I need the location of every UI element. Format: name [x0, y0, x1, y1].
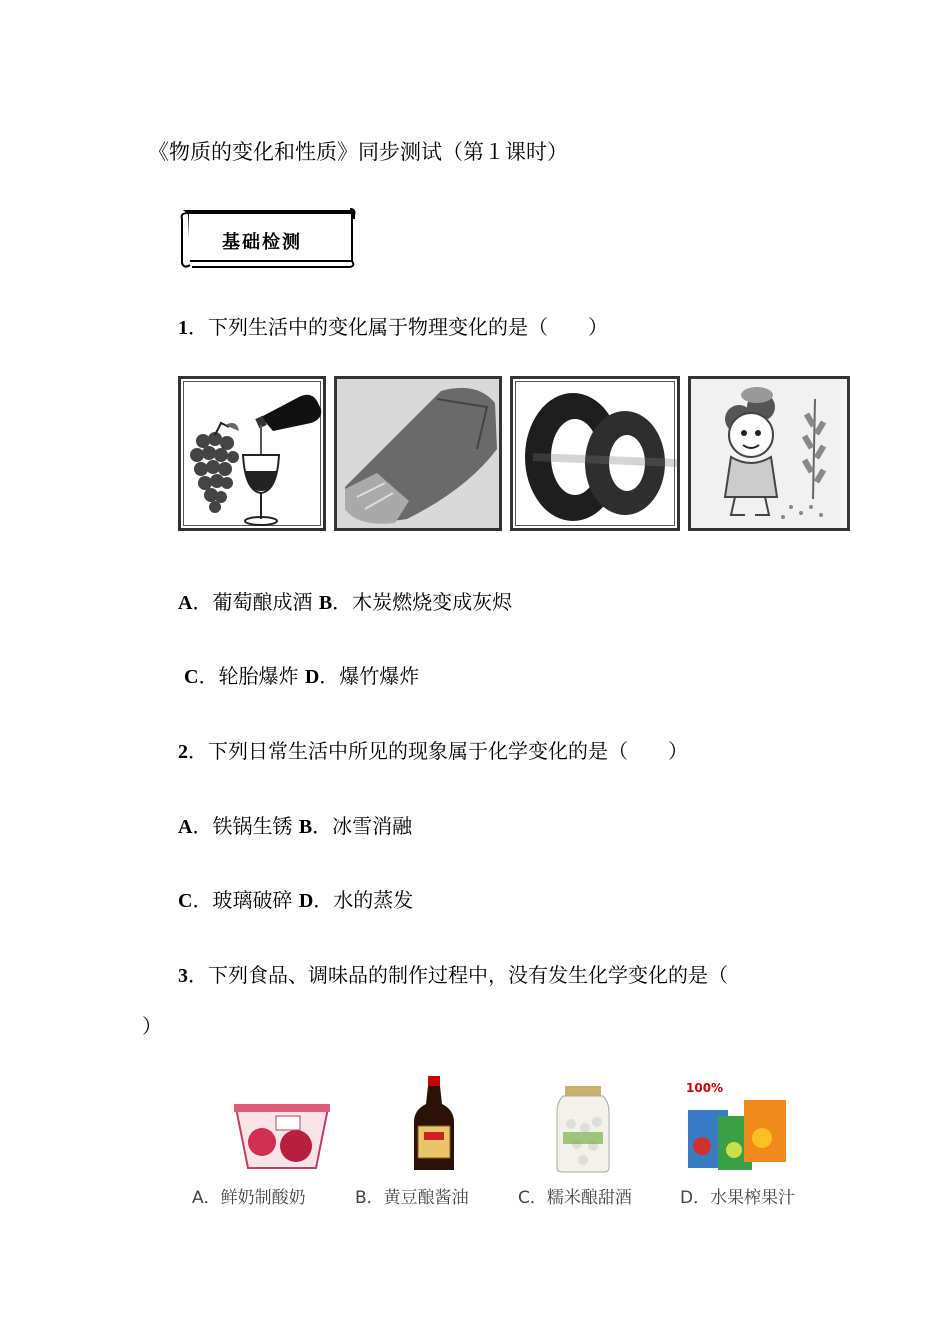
question-number: 2	[178, 741, 188, 763]
question-text: ．下列食品、调味品的制作过程中，没有发生化学变化的是（	[188, 963, 728, 987]
question-text: ．下列生活中的变化属于物理变化的是（ ）	[188, 315, 608, 339]
question-1	[178, 311, 608, 340]
juice-boxes-icon	[684, 1080, 790, 1174]
caption-a: A．鲜奶制酸奶	[192, 1188, 306, 1208]
question-number: 3	[178, 965, 188, 987]
question-2-options-cd: C．玻璃破碎 D．水的蒸发	[178, 888, 414, 912]
yogurt-icon	[232, 1094, 332, 1174]
question-3	[178, 959, 728, 988]
question-1-options-ab: A．葡萄酿成酒 B．木炭燃烧变成灰烬	[178, 590, 513, 614]
question-1-options-cd: C．轮胎爆炸 D．爆竹爆炸	[184, 664, 420, 688]
banner-label: 基础检测	[222, 232, 302, 253]
image-grape-wine	[178, 376, 326, 531]
caption-b: B．黄豆酿酱油	[355, 1188, 469, 1208]
grape-wine-icon	[181, 379, 323, 528]
page-title: 《物质的变化和性质》同步测试（第１课时）	[148, 140, 568, 164]
image-charcoal	[334, 376, 502, 531]
caption-d: D．水果榨果汁	[680, 1188, 796, 1208]
image-tire	[510, 376, 680, 531]
juice-percent-label: 100%	[686, 1081, 724, 1095]
question-2	[178, 735, 688, 764]
question-text: ．下列日常生活中所见的现象属于化学变化的是（ ）	[188, 739, 688, 763]
soy-sauce-bottle-icon	[410, 1074, 458, 1174]
charcoal-icon	[337, 379, 499, 528]
rice-wine-jar-icon	[555, 1084, 611, 1174]
question-3-text-cont: ）	[142, 1014, 162, 1038]
question-number: 1	[178, 317, 188, 339]
image-firecracker	[688, 376, 850, 531]
firecracker-cartoon-icon	[691, 379, 847, 528]
tire-icon	[513, 379, 677, 528]
question-2-options-ab: A．铁锅生锈 B．冰雪消融	[178, 814, 413, 838]
caption-c: C．糯米酿甜酒	[518, 1188, 632, 1208]
